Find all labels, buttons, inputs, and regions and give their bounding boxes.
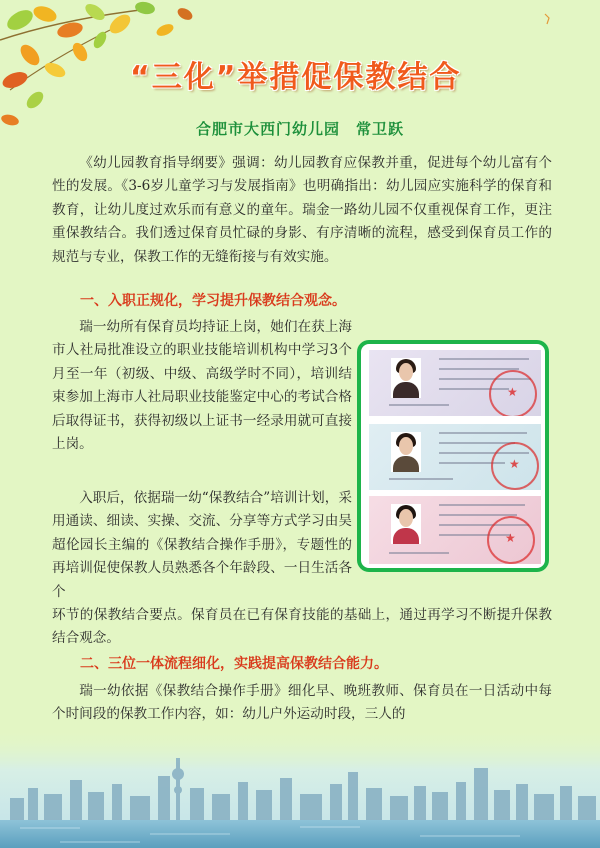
- certificate-card: [369, 424, 541, 490]
- author-byline: 合肥市大西门幼儿园 常卫跃: [195, 120, 404, 138]
- section-1-paragraph-2: 入职后，依据瑞一幼“保教结合”培训计划，采用通读、细读、实操、交流、分享等方式学习由吴超伦园长主编的《保教结合操作手册》，专题性的再培训促使保教人员熟悉各个年龄段、一日生活各个: [52, 490, 352, 600]
- certificate-card: [369, 496, 541, 564]
- portrait-image: [391, 432, 421, 472]
- intro-paragraph: 《幼儿园教育指导纲要》强调：幼儿园教育应保教并重，促进每个幼儿富有个性的发展。《3-6岁儿童学习与发展指南》也明确指出：幼儿园应实施科学的保育和教育，让幼儿度过欢乐而有意义的童年。瑞金一路幼儿园不仅重视保育工作，更注重保教结合。我们透过保育员忙碌的身影、有序清晰的流程，感受到保育员工作的规范与专业，保教工作的无缝衔接与有效实施。: [52, 155, 552, 265]
- section-1-paragraph-2-continued: 环节的保教结合要点。保育员在已有保育技能的基础上，通过再学习不断提升保教结合观念。: [52, 607, 552, 647]
- portrait-image: [391, 358, 421, 398]
- certificate-card: [369, 350, 541, 416]
- section-1-paragraph-1: 瑞一幼所有保育员均持证上岗，她们在获上海市人社局批准设立的职业技能培训机构中学习3个月至一年（初级、中级、高级学时不同），培训结束参加上海市人社局职业技能鉴定中心的考试合格后取得证书，获得初级以上证书一经录用就可直接上岗。: [52, 319, 352, 453]
- red-stamp-icon: ★: [487, 516, 535, 564]
- certificates-photo: [357, 340, 549, 572]
- city-skyline-decoration: [0, 728, 600, 848]
- section-2-paragraph-1: 瑞一幼依据《保教结合操作手册》细化早、晚班教师、保育员在一日活动中每个时间段的保教工作内容，如：幼儿户外运动时段，三人的: [52, 683, 552, 723]
- article-title: “三化”举措促保教结合: [130, 60, 462, 95]
- red-stamp-icon: ★: [489, 370, 537, 416]
- section-1-heading: 一、入职正规化，学习提升保教结合观念。: [80, 293, 346, 309]
- portrait-image: [391, 504, 421, 544]
- red-stamp-icon: ★: [491, 442, 539, 490]
- section-2-heading: 二、三位一体流程细化，实践提高保教结合能力。: [80, 656, 388, 672]
